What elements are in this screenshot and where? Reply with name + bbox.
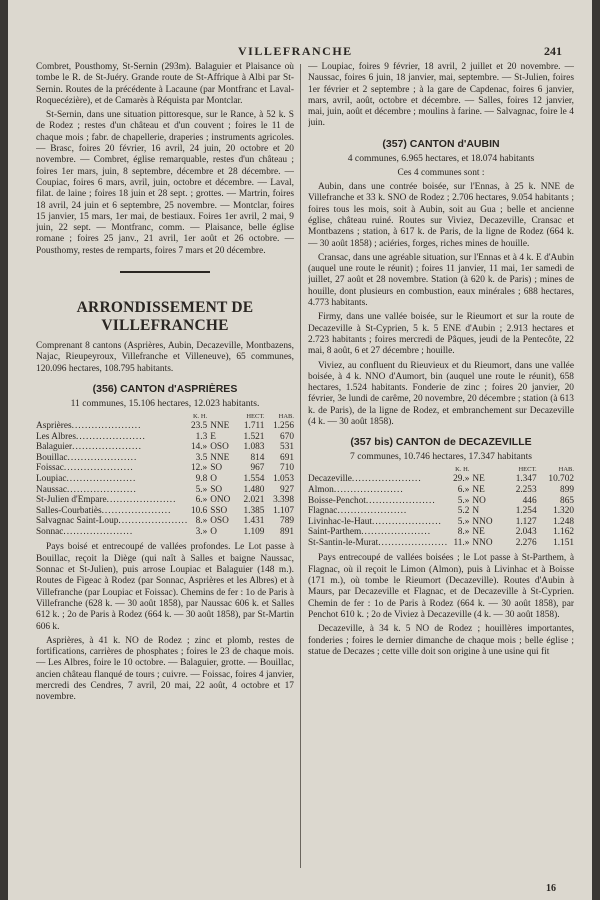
column-header-hect: HECT. — [246, 412, 265, 420]
commune-direction: N — [472, 506, 480, 517]
commune-inhabitants: 3.398 — [273, 495, 294, 506]
commune-km: 6.» — [195, 495, 208, 506]
commune-hectares: 1.083 — [243, 442, 265, 453]
table-row: Saint-Parthem..................... 8.» NE 2.043 1.162 — [308, 527, 574, 538]
book-page — [8, 0, 592, 900]
commune-direction: NNE — [210, 452, 230, 463]
commune-direction: NE — [472, 484, 485, 495]
column-header-km: K. H. — [192, 412, 208, 420]
commune-direction: SO — [210, 463, 223, 474]
table-row: Decazeville..................... 29.» NE 1.347 10.702 — [308, 474, 574, 485]
left-intro-paragraph: St-Sernin, dans une situation pittoresque, sur le Rance, à 52 k. S de Rodez ; restes d'un château et d'un couvent ; foires le 11 de chaque mois ; fabr. de chapellerie, draperies ; instruments agricoles. — Brasc, foires 20 février, 16 avril, 24 juin, 20 octobre et 20 novembre. — Combret, église remarquable, restes d'un château ; foires 1er mars, juin, 8 septembre, décembre et 28 décembre. — Coupiac, foires 6 mars, avril, juin, octobre et décembre. — Laval, filat. de laine ; foires 18 juin et 28 sept. ; grottes. — Martrin, foires 18 avril, 24 juin et 6 septembre, 25 novembre. — Montclar, foires 15 janvier, 15 mars, 1er mai, de bestiaux. Foires 1er avril, 2 mai, 9 juin, 22 sept. — Montfranc, comm. — Plaisance, belle église romane ; foires 25 janv., 21 avril, 1er août et 26 octobre. — Pousthomy, restes de remparts, foires 7 mars et 20 décembre. — [36, 110, 294, 256]
commune-km: 12.» — [190, 463, 208, 474]
canton-heading: (356) CANTON d'ASPRIÈRES — [92, 382, 238, 395]
commune-hectares: 1.480 — [243, 484, 265, 495]
commune-name: Balaguier — [36, 442, 73, 453]
commune-hectares: 1.109 — [243, 526, 265, 537]
commune-name: Saint-Parthem — [308, 527, 362, 538]
commune-hectares: 1.347 — [515, 474, 537, 485]
commune-direction: NO — [472, 495, 486, 506]
commune-inhabitants: 1.053 — [273, 473, 294, 484]
commune-name: Flagnac — [308, 506, 338, 517]
commune-hectares: 1.127 — [515, 516, 537, 527]
section-divider — [120, 271, 210, 273]
commune-inhabitants: 710 — [280, 463, 294, 474]
commune-inhabitants: 531 — [280, 442, 294, 453]
commune-hectares: 1.554 — [243, 473, 265, 484]
commune-description: Decazeville, à 34 k. 5 NO de Rodez ; houillères importantes, fonderies ; foires le dernier dimanche de chaque mois ; belle église ; statue de Decazes ; cette ville doit son origine à une usine qui fit — [308, 624, 574, 657]
commune-name: Les Albres — [36, 431, 77, 442]
commune-direction: OSO — [210, 442, 229, 453]
table-row: Sonnac..................... 3.» O 1.109 891 — [36, 526, 294, 537]
table-row: St-Julien d'Empare..................... 6.» ONO 2.021 3.398 — [36, 495, 294, 506]
table-row: St-Santin-le-Murat..................... 11.» NNO 2.276 1.151 — [308, 537, 574, 548]
commune-description: Aubin, dans une contrée boisée, sur l'Ennas, à 25 k. NNE de Villefranche et 33 k. SNO de Rodez ; 2.706 hectares, 9.054 habitants ; foires tous les mois, soit à Aubin, soit au Gua ; belle et ancienne église, château ruiné. Routes sur Viviez, Decazeville, Cransac et Montbazens ; station, à 617 k. de Paris, de la ligne de Rodez (664 k. — 30 août 1858) ; aciéries, forges, riches mines de houille. — [308, 182, 574, 249]
commune-km: 10.6 — [190, 505, 208, 516]
commune-inhabitants: 691 — [280, 452, 294, 463]
column-header-km: K. H. — [455, 466, 470, 474]
commune-inhabitants: 1.151 — [553, 537, 574, 548]
commune-inhabitants: 927 — [280, 484, 294, 495]
commune-km: 5.» — [195, 484, 208, 495]
commune-hectares: 2.276 — [515, 537, 537, 548]
commune-name: Salles-Courbatiès — [36, 505, 102, 516]
commune-inhabitants: 891 — [280, 526, 294, 537]
table-row: Livinhac-le-Haut..................... 5.» NNO 1.127 1.248 — [308, 516, 574, 527]
commune-name: St-Santin-le-Murat — [308, 537, 379, 548]
commune-inhabitants: 899 — [560, 484, 574, 495]
commune-hectares: 2.253 — [515, 484, 537, 495]
commune-name: Boisse-Penchot — [308, 495, 366, 506]
table-header-row — [308, 466, 574, 474]
column-header-hab: HAB. — [278, 412, 294, 420]
commune-hectares: 967 — [250, 463, 265, 474]
commune-hectares: 814 — [250, 452, 265, 463]
commune-direction: NNO — [472, 537, 493, 548]
commune-direction: ONO — [210, 495, 231, 506]
table-row: Boisse-Penchot..................... 5.» NO 446 865 — [308, 495, 574, 506]
commune-description: Cransac, dans une agréable situation, sur l'Ennas et à 4 k. E d'Aubin (auquel une route le réunit) ; foires 11 janvier, 11 mai, 1er samedi de juillet, 27 août et 28 novembre. Station (à 620 k. de Paris) ; mines de houille, dont plusieurs en combustion, eaux minérales ; 688 hectares, 4.773 habitants. — [308, 252, 574, 309]
commune-direction: O — [210, 526, 217, 537]
commune-direction: NNO — [472, 516, 493, 527]
commune-km: 29.» — [453, 474, 470, 485]
table-row: Almon..................... 6.» NE 2.253 899 — [308, 484, 574, 495]
commune-name: Asprières — [36, 420, 72, 431]
table-row: Salles-Courbatiès..................... 10.6 SSO 1.385 1.107 — [36, 505, 294, 516]
commune-direction: E — [210, 431, 216, 442]
commune-inhabitants: 789 — [280, 516, 294, 527]
canton-description: Pays entrecoupé de vallées boisées ; le Lot passe à St-Parthem, à Flagnac, où il reçoit le Limon (Almon), puis à Livinhac et à Boisse (171 m.), où tombe le Rieumort (Decazeville). Routes d'Aubin à Maurs, par Decazeville et Flagnac, et de Decazeville à St-Cyprien. Chemin de fer : 1o de Paris à Rodez (664 k. — 30 août 1858), par Penchot 610 k. ; 2o de Viviez à Decazeville (4 k. — 30 août 1858). — [308, 553, 574, 620]
commune-inhabitants: 1.248 — [553, 516, 574, 527]
commune-hectares: 1.254 — [515, 506, 537, 517]
table-row: Bouillac..................... 3.5 NNE 814 691 — [36, 452, 294, 463]
commune-inhabitants: 10.702 — [548, 474, 574, 485]
commune-km: 23.5 — [190, 420, 208, 431]
commune-hectares: 1.521 — [243, 431, 265, 442]
commune-table — [308, 466, 574, 548]
commune-km: 5.» — [457, 516, 470, 527]
canton-description: Asprières, à 41 k. NO de Rodez ; zinc et plomb, restes de fortifications, carrières de phosphates ; foires le 23 de chaque mois. — Les Albres, foire le 10 octobre. — Balaguier, grotte. — Bouillac, ancien château flanqué de tours ; cuivre. — Foissac, foires 4 janvier, mercredi des Cendres, 7 avril, 20 mai, 22 août, 4 octobre et 17 novembre. — [36, 635, 294, 703]
canton-summary: 7 communes, 10.746 hectares, 17.347 habitants — [350, 451, 532, 463]
column-rule — [300, 64, 301, 868]
commune-name: Loupiac — [36, 473, 67, 484]
commune-name: Almon — [308, 484, 334, 495]
table-row: Salvagnac Saint-Loup..................... 8.» OSO 1.431 789 — [36, 516, 294, 527]
running-head-title: VILLEFRANCHE — [238, 44, 353, 58]
table-row: Foissac..................... 12.» SO 967 710 — [36, 463, 294, 474]
commune-name: Foissac — [36, 463, 64, 474]
commune-direction: NE — [472, 527, 485, 538]
commune-hectares: 1.431 — [243, 516, 265, 527]
commune-km: 8.» — [195, 516, 208, 527]
commune-inhabitants: 1.320 — [553, 506, 574, 517]
column-header-hect: HECT. — [518, 466, 537, 474]
commune-name: St-Julien d'Empare — [36, 495, 107, 506]
page-number: 241 — [544, 44, 562, 58]
running-head — [8, 40, 592, 60]
table-row: Les Albres..................... 1.3 E 1.521 670 — [36, 431, 294, 442]
commune-table — [36, 413, 294, 538]
commune-direction: NE — [472, 474, 485, 485]
canton-heading: (357) CANTON d'AUBIN — [382, 137, 500, 150]
commune-inhabitants: 865 — [560, 495, 574, 506]
right-intro-paragraph: — Loupiac, foires 9 février, 18 avril, 2 juillet et 20 novembre. — Naussac, foires 6 juin, 18 janvier, mai, septembre. — St-Julien, foires 1er février et 2 septembre ; à la gare de Capdenac, foires 6 janvier, mars, avril, août, octobre et décembre. — Salles, foires 12 janvier, mai, juin, août et décembre ; moulins à farine. — Salvagnac, foire le 4 juin. — [308, 62, 574, 129]
commune-km: 14.» — [190, 442, 208, 453]
commune-hectares: 2.021 — [243, 495, 265, 506]
table-row: Naussac..................... 5.» SO 1.480 927 — [36, 484, 294, 495]
canton-heading: (357 bis) CANTON de DECAZEVILLE — [350, 436, 532, 449]
canton-description: Pays boisé et entrecoupé de vallées profondes. Le Lot passe à Bouillac, reçoit la Diège (qui naît à Salles et baigne Naussac, Sonnac et St-Julien), puis arrose Loupiac et Balaguier (148 m.). Routes de Figeac à Rodez (par Sonnac, Asprières et les Albres) et à Villefranche (par Loupiac et Foissac). Chemins de fer : 1o de Paris à Villefranche (628 k. — 30 août 1858), par Naussac 606 k. et Salles 612 k. ; 2o de Paris à Rodez (664 k. — 30 août 1858), par St-Martin 606 k. — [36, 542, 294, 632]
commune-name: Bouillac — [36, 452, 68, 463]
arrondissement-title: ARRONDISSEMENT DE VILLEFRANCHE — [76, 299, 254, 335]
table-row: Balaguier..................... 14.» OSO 1.083 531 — [36, 442, 294, 453]
left-intro-paragraph: Combret, Pousthomy, St-Sernin (293m). Balaguier et Plaisance où tombe le R. de St-Juéry. Grande route de St-Affrique à Albi par St-Sernin. Routes de la précédente à Lacaune (par Montfranc et Laval-Roquecézière), et de Camarès à Réquista par Montclar. — [36, 62, 294, 106]
commune-km: 5.» — [457, 495, 470, 506]
commune-name: Naussac — [36, 484, 67, 495]
commune-km: 1.3 — [195, 431, 208, 442]
table-header-row — [36, 413, 294, 421]
commune-km: 6.» — [457, 484, 470, 495]
commune-name: Livinhac-le-Haut — [308, 516, 373, 527]
table-row: Flagnac..................... 5.2 N 1.254 1.320 — [308, 506, 574, 517]
commune-km: 8.» — [457, 527, 470, 538]
left-column — [36, 62, 294, 890]
commune-inhabitants: 670 — [280, 431, 294, 442]
table-row: Loupiac..................... 9.8 O 1.554 1.053 — [36, 473, 294, 484]
right-column — [308, 62, 574, 890]
commune-km: 3.5 — [195, 452, 208, 463]
commune-km: 11.» — [453, 537, 470, 548]
commune-direction: O — [210, 473, 217, 484]
commune-name: Sonnac — [36, 526, 64, 537]
commune-direction: SO — [210, 484, 223, 495]
table-row: Asprières..................... 23.5 NNE 1.711 1.256 — [36, 420, 294, 431]
canton-note: Ces 4 communes sont : — [397, 167, 485, 178]
signature-mark: 16 — [546, 883, 556, 894]
column-header-hab: HAB. — [558, 466, 574, 474]
commune-km: 5.2 — [457, 506, 470, 517]
commune-inhabitants: 1.162 — [553, 527, 574, 538]
commune-description: Viviez, au confluent du Rieuvieux et du Rieumort, dans une vallée boisée, à 4 k. NNO d'Aumort, bin (auquel une route le réunit), 658 hectares, 1.524 habitants. Fonderie de zinc ; foires 20 janvier, 20 février, 3e lundi de carême, 20 novembre, 20 décembre ; station (à 613 k. de Paris), de la ligne de Rodez, et embranchement sur Decazeville (4 k. — 30 août 1858). — [308, 360, 574, 428]
commune-direction: NNE — [210, 420, 230, 431]
canton-summary: 4 communes, 6.965 hectares, et 18.074 habitants — [347, 152, 535, 164]
commune-direction: OSO — [210, 516, 229, 527]
commune-hectares: 446 — [522, 495, 537, 506]
commune-name: Salvagnac Saint-Loup — [36, 516, 119, 527]
commune-hectares: 1.385 — [243, 505, 265, 516]
commune-direction: SSO — [210, 505, 228, 516]
commune-km: 3.» — [195, 526, 208, 537]
arrondissement-text: Comprenant 8 cantons (Asprières, Aubin, Decazeville, Montbazens, Najac, Rieupeyroux, Villefranche et Villeneuve), 65 communes, 120.096 hectares, 108.795 habitants. — [36, 341, 294, 374]
commune-inhabitants: 1.256 — [273, 420, 294, 431]
commune-description: Firmy, dans une vallée boisée, sur le Rieumort et sur la route de Decazeville à St-Cyprien, 5 k. 5 ENE d'Aubin ; 2.913 hectares et 2.723 habitants ; foires mercredi de Pâques, jeudi de la Pentecôte, 22 mai, 8 août, 6 et 27 décembre ; houille. — [308, 312, 574, 357]
commune-km: 9.8 — [195, 473, 208, 484]
canton-summary: 11 communes, 15.106 hectares, 12.023 habitants. — [70, 397, 260, 409]
commune-hectares: 2.043 — [515, 527, 537, 538]
commune-hectares: 1.711 — [243, 420, 265, 431]
commune-name: Decazeville — [308, 474, 352, 485]
commune-inhabitants: 1.107 — [273, 505, 294, 516]
